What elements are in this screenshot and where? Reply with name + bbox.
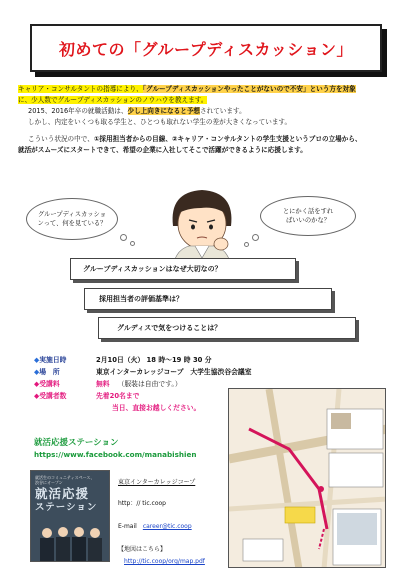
question-bar-3: [98, 317, 356, 339]
diamond-icon: ◆: [34, 356, 40, 364]
intro-line-6: 就活がスムーズにスタートできて、希望の企業に入社してそこで活躍ができるように応援します。: [18, 145, 307, 154]
date-value: 2月10日（火） 18 時～19 時 30 分: [96, 356, 212, 364]
capacity-value: 先着20名まで: [96, 392, 140, 400]
student-illustration: [155, 184, 249, 268]
intro-line-5b: ①採用担当者からの目線、②キャリア・コンサルタントの学生支援というプロの立場から、: [93, 134, 362, 143]
fee-note: （服装は自由です。）: [117, 380, 182, 388]
question-bar-1: [70, 258, 296, 280]
place-value: 東京インターカレッジコープ 大学生協渋谷会議室: [96, 368, 252, 376]
contact-info: [118, 478, 218, 566]
bubble-dot: [252, 234, 259, 241]
question-text: グルディスで気をつけることは？: [117, 324, 222, 332]
bubble-left-line1: グループディスカッショ: [37, 211, 107, 218]
intro-text: [18, 84, 398, 156]
capacity-note: 当日、直接お越しください。: [112, 404, 201, 412]
question-text: 採用担当者の評価基準は？: [99, 295, 183, 303]
web-label: http：//: [118, 500, 141, 507]
people-illustration: [31, 521, 110, 561]
web-link[interactable]: tic.coop: [142, 500, 166, 507]
question-bar-2: [84, 288, 332, 310]
station-poster: [30, 470, 110, 562]
intro-line-4: しかし、内定をいくつも取る学生と、ひとつも取れない学生の差が大きくなっています。: [28, 118, 292, 126]
poster-small-line2: 渋谷にオープン: [35, 480, 63, 485]
diamond-icon: ◆: [34, 380, 40, 388]
diamond-icon: ◆: [34, 392, 40, 400]
station-url-link[interactable]: https://www.facebook.com/manabishien: [34, 450, 197, 459]
capacity-label: 受講者数: [39, 392, 67, 400]
info-row-fee: [34, 378, 252, 390]
poster-title-line2: ステーション: [35, 502, 98, 513]
thought-bubble-left: [26, 198, 118, 240]
station-title: 就活応援ステーション: [34, 438, 119, 448]
email-link[interactable]: career@tic.coop: [142, 523, 192, 530]
event-info: [34, 354, 252, 414]
info-row-capacity: [34, 390, 252, 402]
bubble-right-line2: ばいいのかな？: [285, 217, 331, 224]
bubble-dot: [130, 241, 135, 246]
thought-bubble-right: [260, 196, 356, 236]
org-name: 東京インターカレッジコープ: [118, 479, 196, 486]
bubble-right-line1: とにかく話をすれ: [282, 208, 334, 215]
intro-line-5a: こういう状況の中で、: [28, 134, 94, 143]
email-label: E-mail: [118, 523, 137, 530]
area-map: [228, 388, 386, 568]
intro-line-3a: 2015、2016年卒の就職活動は、: [28, 107, 128, 115]
bubble-left-line2: ンって、何を見ている？: [37, 220, 107, 227]
page-title: 初めての「グループディスカッション」: [59, 39, 353, 59]
intro-line-3b: 少し上向きになると予想: [127, 107, 201, 115]
diamond-icon: ◆: [34, 368, 40, 376]
intro-line-2: に、少人数でグループディスカッションのノウハウを教えます。: [18, 96, 208, 104]
date-label: 実施日時: [39, 356, 67, 364]
fee-label: 受講料: [39, 380, 60, 388]
place-label: 場 所: [39, 368, 60, 376]
info-row-place: [34, 366, 252, 378]
question-text: グループディスカッションはなぜ大切なの？: [83, 265, 222, 273]
poster-small-line1: 就活生のコミュニティスペース、: [35, 475, 95, 480]
intro-line-1b: 「グループディスカッションやったことがないので不安」という方を対象: [142, 85, 356, 93]
poster-title-line1: 就活応援: [35, 486, 90, 501]
fee-value: 無料: [96, 380, 110, 388]
intro-line-3c: されています。: [200, 107, 246, 115]
intro-line-1a: キャリア・コンサルタントの指導により、: [18, 85, 143, 93]
map-title: 【地図はこちら】: [118, 546, 167, 553]
map-pdf-link[interactable]: http://tic.coop/org/map.pdf: [124, 558, 205, 565]
info-row-date: [34, 354, 252, 366]
map-drawing: [229, 389, 386, 568]
bubble-dot: [120, 234, 127, 241]
title-banner: [30, 24, 382, 72]
